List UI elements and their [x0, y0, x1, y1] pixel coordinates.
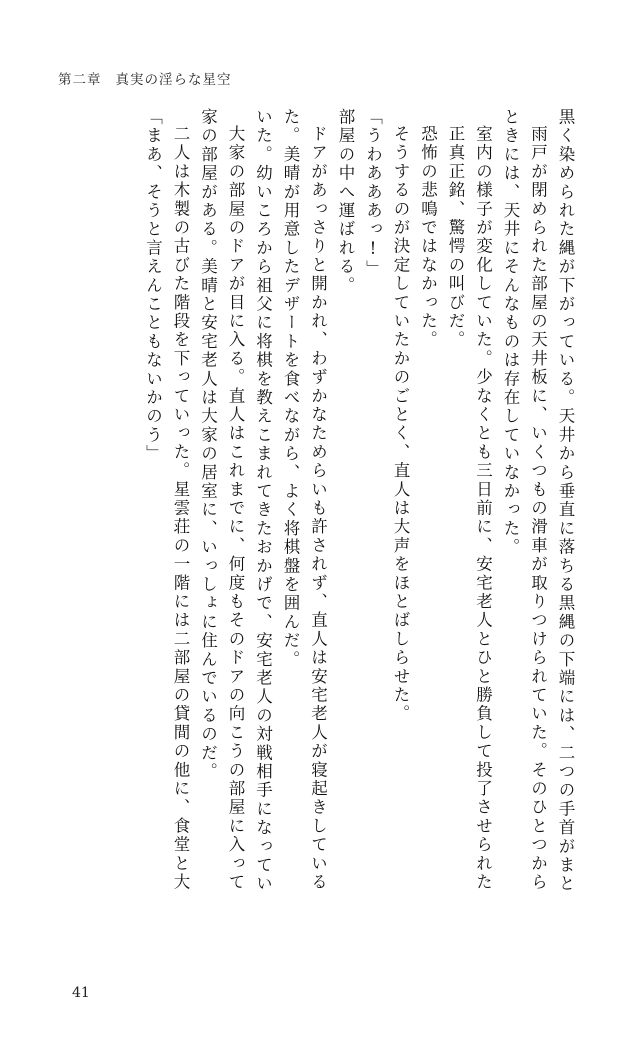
chapter-title: 真実の淫らな星空 — [115, 72, 232, 88]
text-column: 部屋の中へ運ばれる。 — [336, 108, 355, 295]
body-text — [133, 108, 573, 963]
page-number: 41 — [72, 985, 90, 1001]
running-head — [58, 68, 232, 88]
text-column: 「うわあああっ!」 — [363, 108, 383, 279]
text-column: 「まあ、そうと言えんこともないかのう」 — [143, 108, 163, 464]
text-column: そうするのが決定していたかのごとく、直人は大声をほとばしらせた。 — [391, 125, 410, 724]
chapter-number: 第二章 — [58, 72, 102, 88]
text-column: 大家の部屋のドアが目に入る。直人はこれまでに、何度もそのドアの向こうの部屋に入って — [226, 125, 245, 892]
text-column: 黒く染められた縄が下がっている。天井から垂直に落ちる黒縄の下端には、二つの手首がまと — [556, 108, 575, 894]
text-column: ドアがあっさりと開かれ、わずかなためらいも許されず、直人は安宅老人が寝起きしている — [308, 125, 328, 892]
text-column: いた。幼いころから祖父に将棋を教えこまれてきたおかげで、安宅老人の対戦相手になってい — [253, 108, 273, 894]
text-column: た。美晴が用意したデザートを食べながら、よく将棋盤を囲んだ。 — [281, 108, 300, 669]
text-column: 二人は木製の古びた階段を下っていった。星雲荘の一階には二部屋の貸間の他に、食堂と大 — [171, 125, 190, 892]
text-column: 家の部屋がある。美晴と安宅老人は大家の居室に、いっしょに住んでいるのだ。 — [198, 108, 218, 782]
text-column: 正真正銘、驚愕の叫びだ。 — [446, 125, 465, 350]
text-column: ときには、天井にそんなものは存在していなかった。 — [501, 108, 520, 557]
text-column: 雨戸が閉められた部屋の天井板に、いくつもの滑車が取りつけられていた。そのひとつから — [528, 125, 548, 892]
text-column: 室内の様子が変化していた。少なくとも三日前に、安宅老人とひと勝負して投了させられた — [473, 125, 493, 892]
text-column: 恐怖の悲鳴ではなかった。 — [418, 125, 438, 350]
